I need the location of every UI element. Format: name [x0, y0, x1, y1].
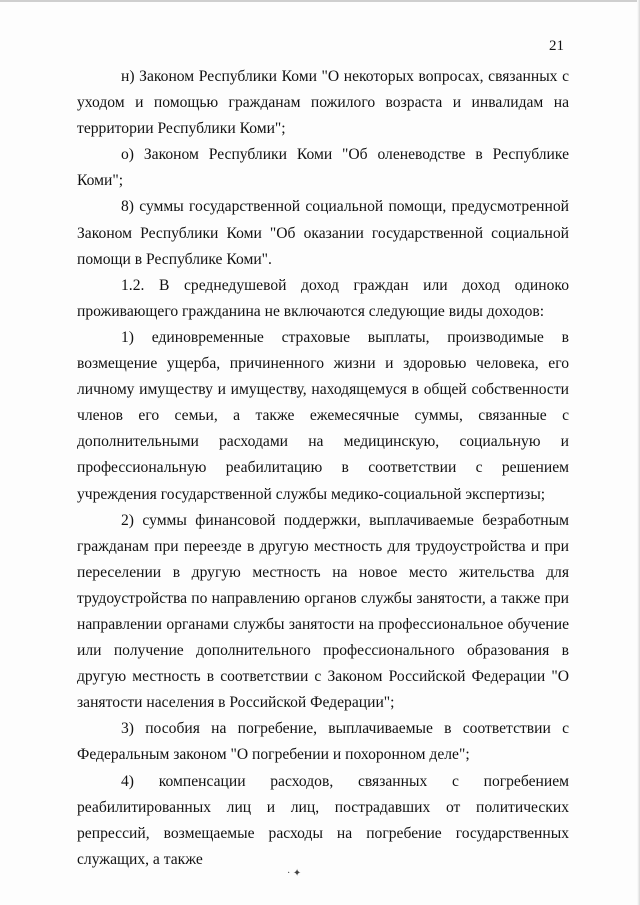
scan-artifact-mark: · ✦ — [287, 868, 302, 879]
document-body — [77, 64, 569, 873]
paragraph-n-law-elderly-care: н) Законом Республики Коми "О некоторых вопросах, связанных с уходом и помощью гражданам пожилого возраста и инвалидам на территории Республики Коми"; — [77, 68, 569, 138]
paragraph-1-insurance-payments: 1) единовременные страховые выплаты, производимые в возмещение ущерба, причиненного жизни и здоровью человека, его личному имуществу и имуществу, находящемуся в общей собственности членов его семьи, а также ежемесячные суммы, связанные с дополнительными расходами на медицинскую, социальную и профессиональную реабилитацию в соответствии с решением учреждения государственной службы медико-социальной экспертизы; — [77, 328, 569, 503]
paragraph-2-financial-support: 2) суммы финансовой поддержки, выплачиваемые безработным гражданам при переезде в другую местность для трудоустройства и при переселении в другую местность на новое место жительства для трудоустройства по направлению органов службы занятости, а также при направлении органами службы занятости на профессиональное обучение или получение дополнительного профессионального образования в другую местность в соответствии с Законом Российской Федерации "О занятости населения в Российской Федерации"; — [77, 511, 569, 712]
scan-top-edge — [0, 0, 640, 2]
paragraph-1-2-excluded-income: 1.2. В среднедушевой доход граждан или доход одиноко проживающего гражданина не включаются следующие виды доходов: — [77, 276, 569, 320]
page-number: 21 — [549, 38, 564, 54]
paragraph-4-burial-compensation: 4) компенсации расходов, связанных с погребением реабилитированных лиц и лиц, пострадавших от политических репрессий, возмещаемые расходы на погребение государственных служащих, а также — [77, 772, 569, 868]
paragraph-o-law-reindeer-herding: о) Законом Республики Коми "Об оленеводстве в Республике Коми"; — [77, 146, 569, 190]
paragraph-3-burial-allowance: 3) пособия на погребение, выплачиваемые в соответствии с Федеральным законом "О погребении и похоронном деле"; — [77, 720, 569, 764]
paragraph-8-social-assistance: 8) суммы государственной социальной помощи, предусмотренной Законом Республики Коми "Об оказании государственной социальной помощи в Республике Коми". — [77, 198, 569, 268]
